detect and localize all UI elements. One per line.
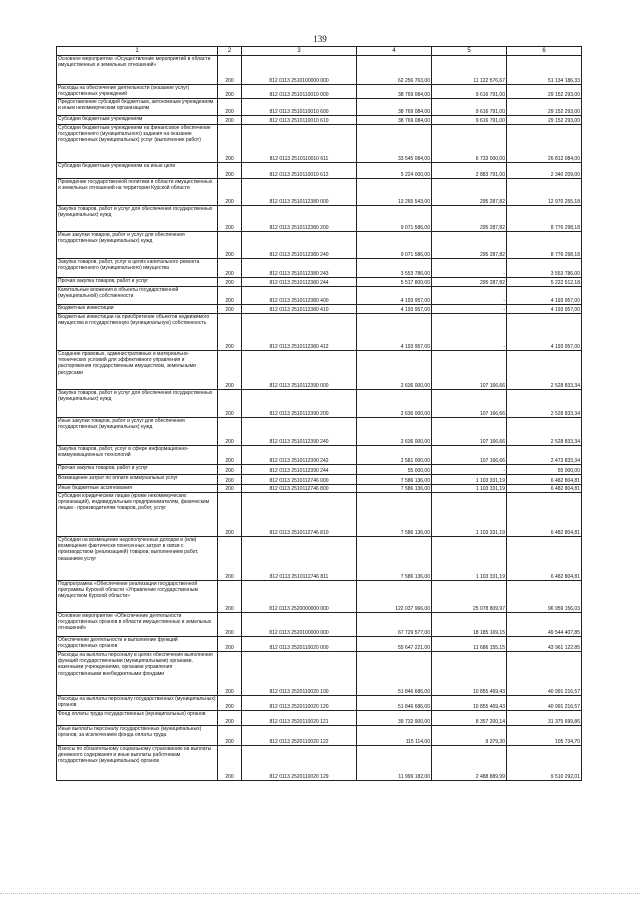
row-kbk: 812 0113 2510112380 240 — [242, 232, 357, 259]
row-code: 200 — [218, 287, 242, 305]
row-name: Субсидии бюджетным учреждениям на иные цели — [57, 163, 218, 179]
row-name: Возмещение затрат по оплате коммунальных услуг — [57, 475, 218, 485]
row-code: 200 — [218, 696, 242, 711]
row-plan-amount: 115 114,00 — [357, 726, 432, 746]
row-remaining-amount: 40 991 216,57 — [507, 652, 582, 696]
row-kbk: 812 0113 2510112746 811 — [242, 537, 357, 581]
row-plan-amount: 38 769 084,00 — [357, 99, 432, 116]
row-code: 200 — [218, 537, 242, 581]
row-fact-amount: 2 883 791,00 — [432, 163, 507, 179]
row-fact-amount: 295 287,82 — [432, 278, 507, 287]
row-remaining-amount: 5 222 512,18 — [507, 278, 582, 287]
row-fact-amount: 1 103 331,19 — [432, 475, 507, 485]
table-row — [57, 163, 582, 179]
row-code: 200 — [218, 475, 242, 485]
row-kbk: 812 0113 2510112380 000 — [242, 179, 357, 206]
table-row — [57, 418, 582, 446]
table-row — [57, 493, 582, 537]
table-row — [57, 746, 582, 781]
table-row — [57, 206, 582, 232]
row-fact-amount: 1 103 331,19 — [432, 537, 507, 581]
row-code: 200 — [218, 179, 242, 206]
row-code: 200 — [218, 232, 242, 259]
row-name: Закупка товаров, работ, услуг в целях капитального ремонта государственного (муниципального) имущества — [57, 259, 218, 278]
table-row — [57, 125, 582, 163]
row-code: 200 — [218, 446, 242, 465]
row-plan-amount: 55 647 221,00 — [357, 637, 432, 652]
row-remaining-amount: 6 482 804,81 — [507, 485, 582, 493]
row-remaining-amount: 55 000,00 — [507, 465, 582, 475]
row-name: Расходы на выплаты персоналу в целях обеспечения выполнения функций государственными (муниципальными) органами, казенными учреждениями, органами управления государственными внебюджетными фондами — [57, 652, 218, 696]
row-remaining-amount: 29 152 293,00 — [507, 116, 582, 125]
scan-edge — [0, 893, 640, 898]
table-row — [57, 637, 582, 652]
row-fact-amount: 1 103 331,19 — [432, 485, 507, 493]
row-remaining-amount: 2 528 833,34 — [507, 390, 582, 418]
row-plan-amount: 39 732 900,00 — [357, 711, 432, 726]
row-code: 200 — [218, 85, 242, 99]
row-name: Взносы по обязательному социальному страхованию на выплаты денежного содержания и иные выплаты работникам государственных (муниципальных) органов — [57, 746, 218, 781]
row-code: 200 — [218, 206, 242, 232]
row-fact-amount: - — [432, 259, 507, 278]
row-fact-amount: 10 855 469,43 — [432, 696, 507, 711]
row-fact-amount: 295 287,82 — [432, 179, 507, 206]
row-kbk: 812 0113 2520000000 000 — [242, 581, 357, 613]
row-kbk: 812 0113 2510112380 400 — [242, 287, 357, 305]
row-fact-amount: 295 287,82 — [432, 232, 507, 259]
row-kbk: 812 0113 2520100000 000 — [242, 613, 357, 637]
row-code: 200 — [218, 99, 242, 116]
table-row — [57, 581, 582, 613]
row-remaining-amount: 8 776 298,18 — [507, 232, 582, 259]
row-remaining-amount: 6 482 804,81 — [507, 475, 582, 485]
row-name: Субсидии бюджетным учреждениям — [57, 116, 218, 125]
row-remaining-amount: 96 959 156,03 — [507, 581, 582, 613]
row-plan-amount: 13 265 543,00 — [357, 179, 432, 206]
row-name: Бюджетные инвестиции — [57, 305, 218, 314]
row-fact-amount: 9 616 791,00 — [432, 85, 507, 99]
row-name: Субсидии юридическим лицам (кроме некоммерческих организаций), индивидуальным предпринимателям, физическим лицам - производителям товаров, работ, услуг — [57, 493, 218, 537]
row-plan-amount: 51 846 686,00 — [357, 652, 432, 696]
row-name: Бюджетные инвестиции на приобретение объектов недвижимого имущества в государственную (муниципальную) собственность — [57, 314, 218, 351]
row-remaining-amount: 12 970 255,18 — [507, 179, 582, 206]
row-kbk: 812 0113 2510110010 000 — [242, 85, 357, 99]
row-code: 200 — [218, 613, 242, 637]
row-kbk: 812 0113 2510112746 810 — [242, 493, 357, 537]
row-plan-amount: 2 581 000,00 — [357, 446, 432, 465]
row-name: Основное мероприятие «Осуществление мероприятий в области имущественных и земельных отношений» — [57, 56, 218, 85]
row-remaining-amount: 105 734,70 — [507, 726, 582, 746]
row-kbk: 812 0113 2510112390 240 — [242, 418, 357, 446]
row-plan-amount: 62 256 763,00 — [357, 56, 432, 85]
row-name: Капитальные вложения в объекты государственной (муниципальной) собственности — [57, 287, 218, 305]
row-remaining-amount: 26 812 084,00 — [507, 125, 582, 163]
row-remaining-amount: 43 961 122,85 — [507, 637, 582, 652]
table-row — [57, 711, 582, 726]
row-plan-amount: 2 636 000,00 — [357, 390, 432, 418]
row-remaining-amount: 2 473 833,34 — [507, 446, 582, 465]
row-remaining-amount: 51 134 186,33 — [507, 56, 582, 85]
table-row — [57, 696, 582, 711]
row-name: Субсидии бюджетным учреждениям на финансовое обеспечение государственного (муниципального) задания на оказание государственных (муниципальных) услуг (выполнение работ) — [57, 125, 218, 163]
row-name: Фонд оплаты труда государственных (муниципальных) органов — [57, 711, 218, 726]
row-code: 200 — [218, 163, 242, 179]
table-row — [57, 232, 582, 259]
row-code: 200 — [218, 259, 242, 278]
row-name: Подпрограмма «Обеспечение реализации государственной программы Курской области «Управление государственным имуществом Курской области» — [57, 581, 218, 613]
row-fact-amount: 9 616 791,00 — [432, 116, 507, 125]
row-plan-amount: 2 636 000,00 — [357, 418, 432, 446]
row-fact-amount: 107 166,66 — [432, 351, 507, 390]
column-header: 5 — [432, 47, 507, 56]
row-plan-amount: 7 586 136,00 — [357, 493, 432, 537]
row-kbk: 812 0113 2510112390 242 — [242, 446, 357, 465]
table-row — [57, 179, 582, 206]
row-remaining-amount: 4 193 957,00 — [507, 305, 582, 314]
row-remaining-amount: 29 152 293,00 — [507, 85, 582, 99]
row-plan-amount: 55 000,00 — [357, 465, 432, 475]
row-kbk: 812 0113 2510112380 412 — [242, 314, 357, 351]
row-name: Расходы на выплаты персоналу государственных (муниципальных) органов — [57, 696, 218, 711]
row-fact-amount: 107 166,66 — [432, 446, 507, 465]
row-plan-amount: 7 586 136,00 — [357, 475, 432, 485]
table-row — [57, 56, 582, 85]
row-kbk: 812 0113 2520110020 121 — [242, 711, 357, 726]
table-row — [57, 726, 582, 746]
row-kbk: 812 0113 2510112390 000 — [242, 351, 357, 390]
row-fact-amount: 107 166,66 — [432, 418, 507, 446]
row-name: Прочая закупка товаров, работ и услуг — [57, 278, 218, 287]
row-plan-amount: 4 193 957,00 — [357, 287, 432, 305]
row-remaining-amount: 3 553 786,00 — [507, 259, 582, 278]
row-plan-amount: 9 071 586,00 — [357, 232, 432, 259]
column-header: 1 — [57, 47, 218, 56]
row-code: 200 — [218, 116, 242, 125]
row-kbk: 812 0113 2510110010 611 — [242, 125, 357, 163]
row-fact-amount: 8 357 200,14 — [432, 711, 507, 726]
row-name: Закупка товаров, работ и услуг для обеспечения государственных (муниципальных) нужд — [57, 390, 218, 418]
table-row — [57, 259, 582, 278]
row-remaining-amount: 2 528 833,34 — [507, 351, 582, 390]
row-kbk: 812 0113 2510112390 200 — [242, 390, 357, 418]
row-fact-amount: - — [432, 314, 507, 351]
row-plan-amount: 9 071 586,00 — [357, 206, 432, 232]
row-remaining-amount: 31 375 699,86 — [507, 711, 582, 726]
row-code: 200 — [218, 351, 242, 390]
table-row — [57, 390, 582, 418]
row-name: Иные закупки товаров, работ и услуг для обеспечения государственных (муниципальных) нужд — [57, 418, 218, 446]
column-header: 3 — [242, 47, 357, 56]
row-fact-amount: 11 686 155,15 — [432, 637, 507, 652]
row-name: Проведение государственной политики в области имущественных и земельных отношений на территории Курской области — [57, 179, 218, 206]
row-name: Основное мероприятие «Обеспечение деятельности государственных органов в области имущественных и земельных отношений» — [57, 613, 218, 637]
table-row — [57, 537, 582, 581]
row-name: Обеспечение деятельности и выполнение функций государственных органов — [57, 637, 218, 652]
row-name: Закупка товаров, работ и услуг для обеспечения государственных (муниципальных) нужд — [57, 206, 218, 232]
table-row — [57, 475, 582, 485]
column-header: 6 — [507, 47, 582, 56]
row-remaining-amount: 4 193 957,00 — [507, 287, 582, 305]
row-fact-amount: 11 122 576,67 — [432, 56, 507, 85]
table-row — [57, 305, 582, 314]
table-row — [57, 314, 582, 351]
budget-table — [56, 46, 582, 781]
row-remaining-amount: 8 776 298,18 — [507, 206, 582, 232]
row-name: Закупка товаров, работ, услуг в сфере информационно-коммуникационных технологий — [57, 446, 218, 465]
row-code: 200 — [218, 493, 242, 537]
row-code: 200 — [218, 125, 242, 163]
row-remaining-amount: 2 340 209,00 — [507, 163, 582, 179]
row-kbk: 812 0113 2520110020 120 — [242, 696, 357, 711]
row-fact-amount: 10 855 469,43 — [432, 652, 507, 696]
row-fact-amount: - — [432, 287, 507, 305]
row-code: 200 — [218, 485, 242, 493]
row-kbk: 812 0113 2520110020 122 — [242, 726, 357, 746]
row-name: Создание правовых, административных и материально-технических условий для эффективного управления и распоряжения государственным имуществом, земельными ресурсами — [57, 351, 218, 390]
row-name: Прочая закупка товаров, работ и услуг — [57, 465, 218, 475]
row-fact-amount: 6 733 000,00 — [432, 125, 507, 163]
row-code: 200 — [218, 418, 242, 446]
row-kbk: 812 0113 2510110010 612 — [242, 163, 357, 179]
row-fact-amount: 9 616 791,00 — [432, 99, 507, 116]
table-row — [57, 99, 582, 116]
row-code: 200 — [218, 711, 242, 726]
row-code: 200 — [218, 305, 242, 314]
row-code: 200 — [218, 278, 242, 287]
row-plan-amount: 38 769 084,00 — [357, 85, 432, 99]
row-code: 200 — [218, 390, 242, 418]
row-kbk: 812 0113 2510110010 610 — [242, 116, 357, 125]
row-fact-amount: - — [432, 465, 507, 475]
row-kbk: 812 0113 2510112380 200 — [242, 206, 357, 232]
row-fact-amount: 9 379,30 — [432, 726, 507, 746]
row-plan-amount: 7 586 136,00 — [357, 537, 432, 581]
row-code: 200 — [218, 314, 242, 351]
row-kbk: 812 0113 2510112746 800 — [242, 485, 357, 493]
row-name: Иные выплаты персоналу государственных (муниципальных) органов, за исключением фонда оплаты труда — [57, 726, 218, 746]
row-code: 200 — [218, 637, 242, 652]
row-fact-amount: 295 287,82 — [432, 206, 507, 232]
row-name: Субсидии на возмещение недополученных доходов и (или) возмещение фактически понесенных затрат в связи с производством (реализацией) товаров, выполнением работ, оказанием услуг — [57, 537, 218, 581]
row-code: 200 — [218, 726, 242, 746]
row-code: 200 — [218, 746, 242, 781]
row-fact-amount: - — [432, 305, 507, 314]
table-row — [57, 278, 582, 287]
row-remaining-amount: 29 152 293,00 — [507, 99, 582, 116]
row-remaining-amount: 49 544 407,85 — [507, 613, 582, 637]
row-remaining-amount: 4 193 957,00 — [507, 314, 582, 351]
table-row — [57, 287, 582, 305]
row-plan-amount: 5 224 000,00 — [357, 163, 432, 179]
row-kbk: 812 0113 2510112380 410 — [242, 305, 357, 314]
row-fact-amount: 1 103 331,19 — [432, 493, 507, 537]
row-kbk: 812 0113 2510112380 244 — [242, 278, 357, 287]
row-remaining-amount: 6 482 804,81 — [507, 537, 582, 581]
row-plan-amount: 5 517 800,00 — [357, 278, 432, 287]
row-plan-amount: 4 193 957,00 — [357, 305, 432, 314]
row-code: 200 — [218, 581, 242, 613]
row-remaining-amount: 6 482 804,81 — [507, 493, 582, 537]
row-plan-amount: 51 846 686,00 — [357, 696, 432, 711]
table-row — [57, 613, 582, 637]
row-name: Расходы на обеспечение деятельности (оказание услуг) государственных учреждений — [57, 85, 218, 99]
table-row — [57, 465, 582, 475]
row-name: Иные бюджетные ассигнования — [57, 485, 218, 493]
table-row — [57, 485, 582, 493]
row-code: 200 — [218, 465, 242, 475]
row-fact-amount: 25 078 809,97 — [432, 581, 507, 613]
row-kbk: 812 0113 2510112746 000 — [242, 475, 357, 485]
row-kbk: 812 0113 2520110020 129 — [242, 746, 357, 781]
row-plan-amount: 33 545 084,00 — [357, 125, 432, 163]
row-remaining-amount: 2 528 833,34 — [507, 418, 582, 446]
row-code: 200 — [218, 652, 242, 696]
row-plan-amount: 11 999 182,00 — [357, 746, 432, 781]
row-kbk: 812 0113 2510100000 000 — [242, 56, 357, 85]
row-plan-amount: 67 729 577,00 — [357, 613, 432, 637]
row-kbk: 812 0113 2510112390 244 — [242, 465, 357, 475]
row-plan-amount: 7 586 136,00 — [357, 485, 432, 493]
column-header: 2 — [218, 47, 242, 56]
page-number: 139 — [313, 34, 327, 44]
table-header-row — [57, 47, 582, 56]
row-plan-amount: 122 037 966,00 — [357, 581, 432, 613]
table-row — [57, 351, 582, 390]
table-row — [57, 652, 582, 696]
row-fact-amount: 107 166,66 — [432, 390, 507, 418]
row-kbk: 812 0113 2520110020 100 — [242, 652, 357, 696]
column-header: 4 — [357, 47, 432, 56]
row-kbk: 812 0113 2510112380 243 — [242, 259, 357, 278]
row-fact-amount: 2 488 889,99 — [432, 746, 507, 781]
row-plan-amount: 2 636 000,00 — [357, 351, 432, 390]
row-plan-amount: 4 193 957,00 — [357, 314, 432, 351]
row-fact-amount: 18 185 169,15 — [432, 613, 507, 637]
row-remaining-amount: 40 991 216,57 — [507, 696, 582, 711]
row-plan-amount: 3 553 786,00 — [357, 259, 432, 278]
row-code: 200 — [218, 56, 242, 85]
table-row — [57, 116, 582, 125]
row-remaining-amount: 9 510 292,01 — [507, 746, 582, 781]
row-kbk: 812 0113 2510110010 600 — [242, 99, 357, 116]
table-row — [57, 85, 582, 99]
row-kbk: 812 0113 2520110020 000 — [242, 637, 357, 652]
row-name: Иные закупки товаров, работ и услуг для обеспечения государственных (муниципальных) нужд — [57, 232, 218, 259]
table-row — [57, 446, 582, 465]
row-plan-amount: 38 769 084,00 — [357, 116, 432, 125]
row-name: Предоставление субсидий бюджетным, автономным учреждениям и иным некоммерческим организациям — [57, 99, 218, 116]
